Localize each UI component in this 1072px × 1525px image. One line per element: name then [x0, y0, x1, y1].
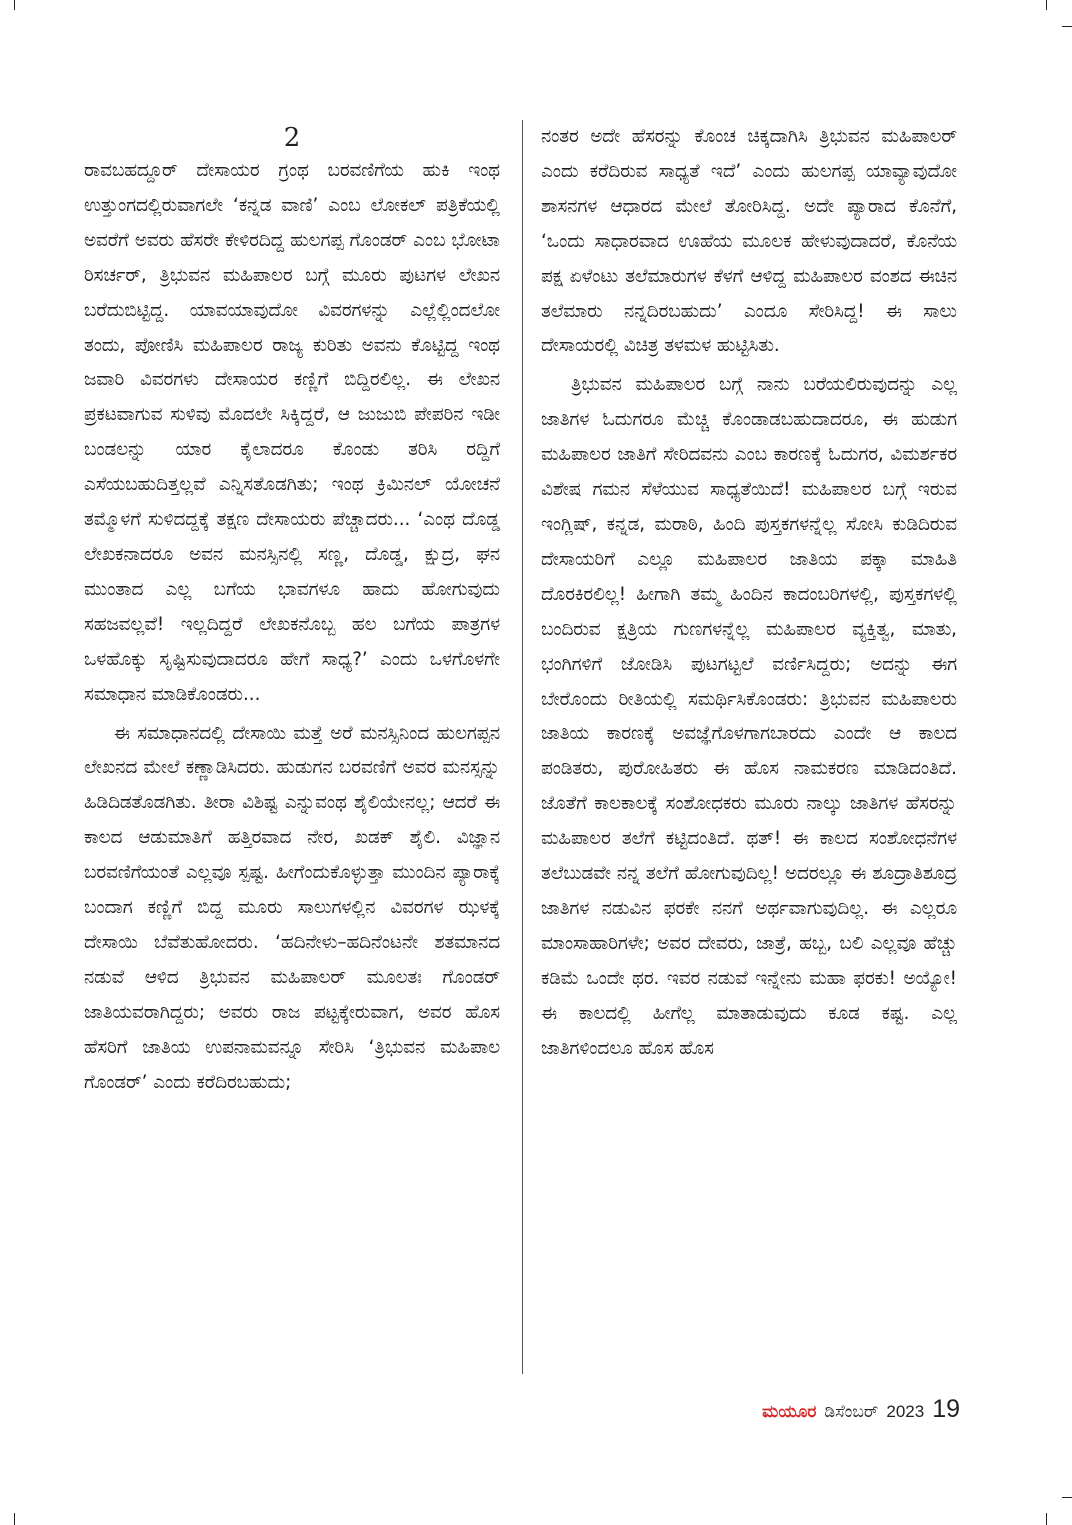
- page-number: 19: [932, 1395, 960, 1423]
- magazine-logo: ಮಯೂರ: [762, 1402, 817, 1422]
- paragraph: ರಾವಬಹದ್ದೂರ್ ದೇಸಾಯರ ಗ್ರಂಥ ಬರವಣಿಗೆಯ ಹುಕಿ ಇಂಥ ಉತ್ತುಂಗದಲ್ಲಿರುವಾಗಲೇ ‘ಕನ್ನಡ ವಾಣಿ’ ಎಂಬ ಲೋಕಲ್ ಪತ್ರಿಕೆಯಲ್ಲಿ ಅವರೆಗೆ ಅವರು ಹೆಸರೇ ಕೇಳಿರದಿದ್ದ ಹುಲಗಪ್ಪ ಗೊಂಡರ್ ಎಂಬ ಭೋಟಾ ರಿಸರ್ಚರ್, ತ್ರಿಭುವನ ಮಹಿಪಾಲರ ಬಗ್ಗೆ ಮೂರು ಪುಟಗಳ ಲೇಖನ ಬರೆದುಬಿಟ್ಟಿದ್ದ. ಯಾವಯಾವುದೋ ವಿವರಗಳನ್ನು ಎಲ್ಲೆಲ್ಲಿಂದಲೋ ತಂದು, ಪೋಣಿಸಿ ಮಹಿಪಾಲರ ರಾಜ್ಯ ಕುರಿತು ಅವನು ಕೊಟ್ಟಿದ್ದ ಇಂಥ ಜವಾರಿ ವಿವರಗಳು ದೇಸಾಯರ ಕಣ್ಣಿಗೆ ಬಿದ್ದಿರಲಿಲ್ಲ. ಈ ಲೇಖನ ಪ್ರಕಟವಾಗುವ ಸುಳಿವು ಮೊದಲೇ ಸಿಕ್ಕಿದ್ದರೆ, ಆ ಜುಜುಬಿ ಪೇಪರಿನ ಇಡೀ ಬಂಡಲನ್ನು ಯಾರ ಕೈಲಾದರೂ ಕೊಂಡು ತರಿಸಿ ರದ್ದಿಗೆ ಎಸೆಯಬಹುದಿತ್ತಲ್ಲವೆ ಎನ್ನಿಸತೊಡಗಿತು; ಇಂಥ ಕ್ರಿಮಿನಲ್ ಯೋಚನೆ ತಮ್ಮೊಳಗೆ ಸುಳಿದದ್ದಕ್ಕೆ ತಕ್ಷಣ ದೇಸಾಯರು ಪೆಚ್ಚಾದರು... ‘ಎಂಥ ದೊಡ್ಡ ಲೇಖಕನಾದರೂ ಅವನ ಮನಸ್ಸಿನಲ್ಲಿ ಸಣ್ಣ, ದೊಡ್ಡ, ಕ್ಷುದ್ರ, ಘನ ಮುಂತಾದ ಎಲ್ಲ ಬಗೆಯ ಭಾವಗಳೂ ಹಾದು ಹೋಗುವುದು ಸಹಜವಲ್ಲವೆ! ಇಲ್ಲದಿದ್ದರೆ ಲೇಖಕನೊಬ್ಬ ಹಲ ಬಗೆಯ ಪಾತ್ರಗಳ ಒಳಹೊಕ್ಕು ಸೃಷ್ಟಿಸುವುದಾದರೂ ಹೇಗೆ ಸಾಧ್ಯ?’ ಎಂದು ಒಳಗೊಳಗೇ ಸಮಾಧಾನ ಮಾಡಿಕೊಂಡರು...: [84, 160, 500, 705]
- issue-month: ಡಿಸೆಂಬರ್: [824, 1402, 879, 1422]
- right-column: [541, 120, 957, 1066]
- crop-mark-bottom-left: [14, 1513, 15, 1525]
- issue-year: 2023: [886, 1402, 925, 1421]
- crop-mark-bottom-right: [1046, 1513, 1047, 1525]
- section-number: 2: [283, 123, 301, 153]
- column-divider: [522, 120, 523, 1374]
- crop-mark-top-right: [1046, 0, 1047, 10]
- paragraph: ಈ ಸಮಾಧಾನದಲ್ಲಿ ದೇಸಾಯಿ ಮತ್ತೆ ಅರೆ ಮನಸ್ಸಿನಿಂದ ಹುಲಗಪ್ಪನ ಲೇಖನದ ಮೇಲೆ ಕಣ್ಣಾಡಿಸಿದರು. ಹುಡುಗನ ಬರವಣಿಗೆ ಅವರ ಮನಸ್ಸನ್ನು ಹಿಡಿದಿಡತೊಡಗಿತು. ತೀರಾ ವಿಶಿಷ್ಟ ಎನ್ನುವಂಥ ಶೈಲಿಯೇನಲ್ಲ; ಆದರೆ ಈ ಕಾಲದ ಆಡುಮಾತಿಗೆ ಹತ್ತಿರವಾದ ನೇರ, ಖಡಕ್ ಶೈಲಿ. ವಿಜ್ಞಾನ ಬರವಣಿಗೆಯಂತೆ ಎಲ್ಲವೂ ಸ್ಪಷ್ಟ. ಹೀಗೆಂದುಕೊಳ್ಳುತ್ತಾ ಮುಂದಿನ ಪ್ಯಾರಾಕ್ಕೆ ಬಂದಾಗ ಕಣ್ಣಿಗೆ ಬಿದ್ದ ಮೂರು ಸಾಲುಗಳಲ್ಲಿನ ವಿವರಗಳ ಝಳಕ್ಕೆ ದೇಸಾಯಿ ಬೆವೆತುಹೋದರು. ‘ಹದಿನೇಳು–ಹದಿನೆಂಟನೇ ಶತಮಾನದ ನಡುವೆ ಆಳಿದ ತ್ರಿಭುವನ ಮಹಿಪಾಲರ್ ಮೂಲತಃ ಗೊಂಡರ್ ಜಾತಿಯವರಾಗಿದ್ದರು; ಅವರು ರಾಜ ಪಟ್ಟಕ್ಕೇರುವಾಗ, ಅವರ ಹೊಸ ಹೆಸರಿಗೆ ಜಾತಿಯ ಉಪನಾಮವನ್ನೂ ಸೇರಿಸಿ ‘ತ್ರಿಭುವನ ಮಹಿಪಾಲ ಗೊಂಡರ್’ ಎಂದು ಕರೆದಿರಬಹುದು;: [84, 722, 500, 1093]
- paragraph: ನಂತರ ಅದೇ ಹೆಸರನ್ನು ಕೊಂಚ ಚಿಕ್ಕದಾಗಿಸಿ ತ್ರಿಭುವನ ಮಹಿಪಾಲರ್ ಎಂದು ಕರೆದಿರುವ ಸಾಧ್ಯತೆ ಇದೆ’ ಎಂದು ಹುಲಗಪ್ಪ ಯಾವ್ಯಾವುದೋ ಶಾಸನಗಳ ಆಧಾರದ ಮೇಲೆ ತೋರಿಸಿದ್ದ. ಅದೇ ಪ್ಯಾರಾದ ಕೊನೆಗೆ, ‘ಒಂದು ಸಾಧಾರವಾದ ಊಹೆಯ ಮೂಲಕ ಹೇಳುವುದಾದರೆ, ಕೊನೆಯ ಪಕ್ಷ ಏಳೆಂಟು ತಲೆಮಾರುಗಳ ಕೆಳಗೆ ಆಳಿದ್ದ ಮಹಿಪಾಲರ ವಂಶದ ಈಚಿನ ತಲೆಮಾರು ನನ್ನದಿರಬಹುದು’ ಎಂದೂ ಸೇರಿಸಿದ್ದ! ಈ ಸಾಲು ದೇಸಾಯರಲ್ಲಿ ವಿಚಿತ್ರ ತಳಮಳ ಹುಟ್ಟಿಸಿತು.: [541, 126, 957, 357]
- crop-mark-top-left: [14, 0, 15, 10]
- crop-mark-right-top: [1062, 26, 1072, 27]
- paragraph: ತ್ರಿಭುವನ ಮಹಿಪಾಲರ ಬಗ್ಗೆ ನಾನು ಬರೆಯಲಿರುವುದನ್ನು ಎಲ್ಲ ಜಾತಿಗಳ ಓದುಗರೂ ಮೆಚ್ಚಿ ಕೊಂಡಾಡಬಹುದಾದರೂ, ಈ ಹುಡುಗ ಮಹಿಪಾಲರ ಜಾತಿಗೆ ಸೇರಿದವನು ಎಂಬ ಕಾರಣಕ್ಕೆ ಓದುಗರ, ವಿಮರ್ಶಕರ ವಿಶೇಷ ಗಮನ ಸೆಳೆಯುವ ಸಾಧ್ಯತೆಯಿದೆ! ಮಹಿಪಾಲರ ಬಗ್ಗೆ ಇರುವ ಇಂಗ್ಲಿಷ್, ಕನ್ನಡ, ಮರಾಠಿ, ಹಿಂದಿ ಪುಸ್ತಕಗಳನ್ನೆಲ್ಲ ಸೋಸಿ ಕುಡಿದಿರುವ ದೇಸಾಯರಿಗೆ ಎಲ್ಲೂ ಮಹಿಪಾಲರ ಜಾತಿಯ ಪಕ್ಕಾ ಮಾಹಿತಿ ದೊರಕಿರಲಿಲ್ಲ! ಹೀಗಾಗಿ ತಮ್ಮ ಹಿಂದಿನ ಕಾದಂಬರಿಗಳಲ್ಲಿ, ಪುಸ್ತಕಗಳಲ್ಲಿ ಬಂದಿರುವ ಕ್ಷತ್ರಿಯ ಗುಣಗಳನ್ನೆಲ್ಲ ಮಹಿಪಾಲರ ವ್ಯಕ್ತಿತ್ವ, ಮಾತು, ಭಂಗಿಗಳಿಗೆ ಜೋಡಿಸಿ ಪುಟಗಟ್ಟಲೆ ವರ್ಣಿಸಿದ್ದರು; ಅದನ್ನು ಈಗ ಬೇರೊಂದು ರೀತಿಯಲ್ಲಿ ಸಮರ್ಥಿಸಿಕೊಂಡರು: ತ್ರಿಭುವನ ಮಹಿಪಾಲರು ಜಾತಿಯ ಕಾರಣಕ್ಕೆ ಅವಜ್ಞೆಗೊಳಗಾಗಬಾರದು ಎಂದೇ ಆ ಕಾಲದ ಪಂಡಿತರು, ಪುರೋಹಿತರು ಈ ಹೊಸ ನಾಮಕರಣ ಮಾಡಿದಂತಿದೆ. ಜೊತೆಗೆ ಕಾಲಕಾಲಕ್ಕೆ ಸಂಶೋಧಕರು ಮೂರು ನಾಲ್ಕು ಜಾತಿಗಳ ಹೆಸರನ್ನು ಮಹಿಪಾಲರ ತಲೆಗೆ ಕಟ್ಟಿದಂತಿದೆ. ಥತ್! ಈ ಕಾಲದ ಸಂಶೋಧನೆಗಳ ತಲೆಬುಡವೇ ನನ್ನ ತಲೆಗೆ ಹೋಗುವುದಿಲ್ಲ! ಅದರಲ್ಲೂ ಈ ಶೂದ್ರಾತಿಶೂದ್ರ ಜಾತಿಗಳ ನಡುವಿನ ಫರಕೇ ನನಗೆ ಅರ್ಥವಾಗುವುದಿಲ್ಲ. ಈ ಎಲ್ಲರೂ ಮಾಂಸಾಹಾರಿಗಳೇ; ಅವರ ದೇವರು, ಜಾತ್ರೆ, ಹಬ್ಬ, ಬಲಿ ಎಲ್ಲವೂ ಹೆಚ್ಚು ಕಡಿಮೆ ಒಂದೇ ಥರ. ಇವರ ನಡುವೆ ಇನ್ನೇನು ಮಹಾ ಫರಕು! ಅಯ್ಯೋ! ಈ ಕಾಲದಲ್ಲಿ ಹೀಗೆಲ್ಲ ಮಾತಾಡುವುದು ಕೂಡ ಕಷ್ಟ. ಎಲ್ಲ ಜಾತಿಗಳಿಂದಲೂ ಹೊಸ ಹೊಸ: [541, 374, 957, 1059]
- page-footer: [762, 1395, 960, 1424]
- crop-mark-right-bottom: [1062, 1497, 1072, 1498]
- left-column: [84, 122, 500, 1100]
